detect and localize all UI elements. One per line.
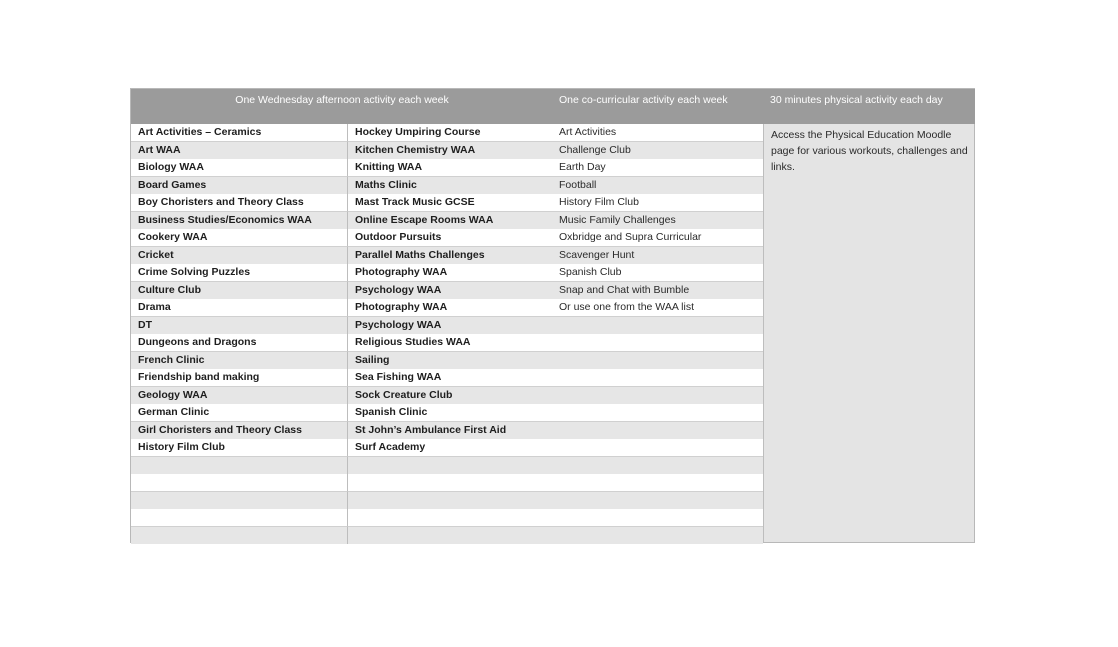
table-cell-c2: [348, 474, 553, 492]
table-row: [131, 159, 763, 177]
table-cell-c2: Outdoor Pursuits: [348, 229, 553, 247]
table-cell-c3: [553, 387, 763, 405]
table-cell-c1: [131, 492, 348, 510]
table-cell-c2: Surf Academy: [348, 439, 553, 457]
table-cell-c2: Psychology WAA: [348, 282, 553, 300]
table-row: [131, 334, 763, 352]
table-cell-c1: [131, 457, 348, 475]
table-row: [131, 299, 763, 317]
table-cell-c3: [553, 352, 763, 370]
table-cell-c2: Sea Fishing WAA: [348, 369, 553, 387]
table-cell-c3: Music Family Challenges: [553, 212, 763, 230]
table-cell-c2: Photography WAA: [348, 264, 553, 282]
table-cell-c2: Mast Track Music GCSE: [348, 194, 553, 212]
table-cell-c1: French Clinic: [131, 352, 348, 370]
table-row: [131, 177, 763, 195]
table-cell-c1: Drama: [131, 299, 348, 317]
table-cell-c2: Sailing: [348, 352, 553, 370]
table-cell-c1: Board Games: [131, 177, 348, 195]
physical-activity-note: Access the Physical Education Moodle page for various workouts, challenges and links.: [763, 124, 974, 542]
table-cell-c1: German Clinic: [131, 404, 348, 422]
table-row: [131, 369, 763, 387]
table-cell-c3: Oxbridge and Supra Curricular: [553, 229, 763, 247]
table-cell-c1: Biology WAA: [131, 159, 348, 177]
table-cell-c2: [348, 527, 553, 545]
table-row: [131, 404, 763, 422]
table-row: [131, 352, 763, 370]
table-cell-c1: Cricket: [131, 247, 348, 265]
table-cell-c1: Business Studies/Economics WAA: [131, 212, 348, 230]
table-cell-c2: Knitting WAA: [348, 159, 553, 177]
header-physical: 30 minutes physical activity each day: [763, 89, 975, 124]
table-row: [131, 474, 763, 492]
table-cell-c2: Online Escape Rooms WAA: [348, 212, 553, 230]
table-cell-c2: Religious Studies WAA: [348, 334, 553, 352]
table-cell-c2: [348, 509, 553, 527]
table-cell-c3: Art Activities: [553, 124, 763, 142]
table-cell-c3: Earth Day: [553, 159, 763, 177]
table-cell-c2: [348, 457, 553, 475]
table-cell-c2: Hockey Umpiring Course: [348, 124, 553, 142]
table-cell-c1: DT: [131, 317, 348, 335]
table-cell-c1: Art WAA: [131, 142, 348, 160]
table-cell-c3: [553, 404, 763, 422]
table-row: [131, 527, 763, 545]
table-cell-c1: [131, 527, 348, 545]
table-cell-c3: [553, 369, 763, 387]
table-cell-c3: [553, 457, 763, 475]
table-row: [131, 247, 763, 265]
table-row: [131, 194, 763, 212]
table-row: [131, 387, 763, 405]
table-row: [131, 509, 763, 527]
table-cell-c3: History Film Club: [553, 194, 763, 212]
table-cell-c3: [553, 492, 763, 510]
table-cell-c3: Challenge Club: [553, 142, 763, 160]
table-cell-c1: Culture Club: [131, 282, 348, 300]
table-cell-c1: History Film Club: [131, 439, 348, 457]
table-cell-c2: Kitchen Chemistry WAA: [348, 142, 553, 160]
table-cell-c3: [553, 439, 763, 457]
table-cell-c1: Geology WAA: [131, 387, 348, 405]
table-cell-c3: [553, 334, 763, 352]
table-cell-c3: Or use one from the WAA list: [553, 299, 763, 317]
table-row: [131, 282, 763, 300]
table-cell-c1: Dungeons and Dragons: [131, 334, 348, 352]
table-row: [131, 229, 763, 247]
table-cell-c3: Scavenger Hunt: [553, 247, 763, 265]
table-cell-c1: [131, 474, 348, 492]
table-row: [131, 457, 763, 475]
header-cocurricular: One co-curricular activity each week: [553, 89, 763, 124]
table-row: [131, 264, 763, 282]
table-cell-c3: [553, 474, 763, 492]
table-cell-c3: [553, 317, 763, 335]
table-cell-c1: Crime Solving Puzzles: [131, 264, 348, 282]
table-cell-c3: Spanish Club: [553, 264, 763, 282]
table-cell-c1: Art Activities – Ceramics: [131, 124, 348, 142]
table-row: [131, 492, 763, 510]
table-row: [131, 439, 763, 457]
table-cell-c3: [553, 422, 763, 440]
table-cell-c1: [131, 509, 348, 527]
table-cell-c1: Boy Choristers and Theory Class: [131, 194, 348, 212]
activities-grid: [131, 124, 763, 544]
table-cell-c2: [348, 492, 553, 510]
table-row: [131, 317, 763, 335]
table-cell-c2: Spanish Clinic: [348, 404, 553, 422]
table-cell-c1: Cookery WAA: [131, 229, 348, 247]
table-row: [131, 142, 763, 160]
table-cell-c3: [553, 509, 763, 527]
header-wednesday: One Wednesday afternoon activity each week: [131, 89, 553, 124]
table-cell-c2: Psychology WAA: [348, 317, 553, 335]
table-cell-c3: Snap and Chat with Bumble: [553, 282, 763, 300]
table-cell-c3: Football: [553, 177, 763, 195]
table-row: [131, 422, 763, 440]
table-cell-c2: Parallel Maths Challenges: [348, 247, 553, 265]
table-row: [131, 212, 763, 230]
table-cell-c2: Photography WAA: [348, 299, 553, 317]
activities-table: [130, 88, 975, 543]
table-cell-c2: St John’s Ambulance First Aid: [348, 422, 553, 440]
table-cell-c1: Girl Choristers and Theory Class: [131, 422, 348, 440]
table-cell-c2: Sock Creature Club: [348, 387, 553, 405]
table-row: [131, 124, 763, 142]
table-cell-c3: [553, 527, 763, 545]
table-cell-c1: Friendship band making: [131, 369, 348, 387]
table-cell-c2: Maths Clinic: [348, 177, 553, 195]
